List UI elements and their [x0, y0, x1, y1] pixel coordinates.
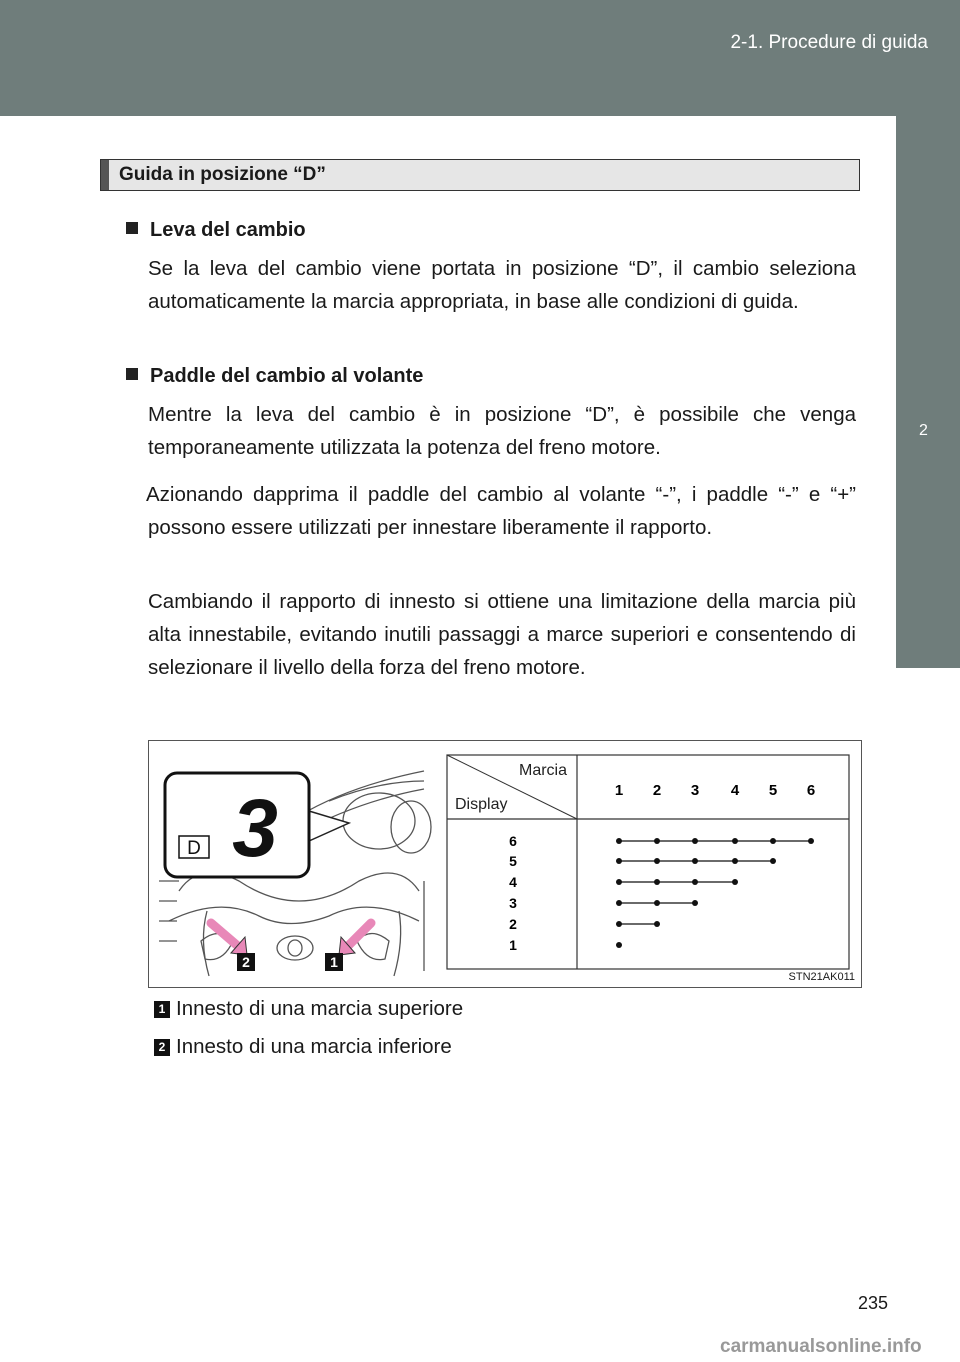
heading-marker	[101, 160, 109, 190]
gear-dot	[654, 858, 660, 864]
caption-text-upshift: Innesto di una marcia superiore	[176, 997, 464, 1020]
gear-dot	[616, 921, 622, 927]
gear-dot	[770, 838, 776, 844]
display-number: 6	[509, 833, 517, 849]
caption-badge-1: 1	[154, 1001, 170, 1018]
watermark: carmanualsonline.info	[720, 1336, 922, 1357]
display-number: 4	[509, 874, 517, 890]
gear-dot	[654, 879, 660, 885]
subsection-title-lever	[126, 219, 306, 242]
caption-text-downshift: Innesto di una marcia inferiore	[176, 1035, 452, 1058]
figure-illustration	[149, 741, 861, 987]
gear-display-digit: 3	[232, 783, 278, 874]
upshift-arrow-icon	[347, 923, 371, 947]
gear-dot	[770, 858, 776, 864]
gear-number: 6	[806, 782, 816, 799]
subsection-title-text: Paddle del cambio al volante	[150, 365, 424, 387]
page-number: 235	[857, 1293, 888, 1313]
paragraph-paddles: Mentre la leva del cambio è in posizione “D”, è possibile che venga temporaneamente utilizzata la potenza del freno motore.	[148, 403, 856, 459]
gear-dot	[692, 838, 698, 844]
gear-dot	[616, 900, 622, 906]
gear-dot	[616, 942, 622, 948]
downshift-badge-num: 2	[242, 954, 250, 970]
gear-dot	[616, 858, 622, 864]
gear-dot	[732, 838, 738, 844]
gear-dot	[732, 858, 738, 864]
gear-number: 3	[690, 782, 700, 799]
gear-number: 2	[652, 782, 662, 799]
subsection-title-text: Leva del cambio	[150, 219, 306, 241]
drive-mode-letter: D	[187, 838, 201, 859]
bullet-square-icon	[126, 368, 138, 380]
gear-dot	[732, 879, 738, 885]
gear-table-frame	[447, 755, 849, 969]
paragraph-paddle-usage: Azionando dapprima il paddle del cambio al volante “-”, i paddle “-” e “+” possono essere utilizzati per innestare liberamente il rapporto.	[146, 483, 856, 539]
gear-dot	[616, 838, 622, 844]
heading-text: Guida in posizione “D”	[119, 164, 326, 185]
paragraph-gear-limit: Cambiando il rapporto di innesto si ottiene una limitazione della marcia più alta innestabile, evitando inutili passaggi a marce superiori e consentendo di selezionare il livello della forza del freno motore.	[148, 590, 856, 679]
gear-number: 5	[768, 782, 778, 799]
gear-dot	[808, 838, 814, 844]
gear-dot	[692, 900, 698, 906]
display-number: 1	[509, 937, 517, 953]
caption-badge-2: 2	[154, 1039, 170, 1056]
page-header	[0, 0, 960, 116]
figure-code: STN21AK011	[788, 971, 855, 983]
gear-number: 1	[614, 782, 624, 799]
gear-number: 4	[730, 782, 740, 799]
gear-dot	[654, 900, 660, 906]
section-title: 2-1. Procedure di guida	[730, 32, 928, 53]
gear-column-header: Marcia	[518, 762, 567, 779]
display-number: 3	[509, 895, 517, 911]
caption-downshift	[154, 1035, 452, 1059]
gear-figure	[148, 740, 862, 988]
subsection-title-paddles	[126, 365, 423, 388]
gear-table	[447, 755, 849, 969]
side-tab-top	[896, 116, 960, 372]
paragraph-lever: Se la leva del cambio viene portata in posizione “D”, il cambio seleziona automaticamente la marcia appropriata, in base alle condizioni di guida.	[148, 257, 856, 313]
side-tab-chapter	[896, 372, 960, 668]
gear-dot	[654, 921, 660, 927]
chapter-title: Durante la guida	[866, 620, 885, 745]
bullet-square-icon	[126, 222, 138, 234]
chapter-number: 2	[919, 422, 928, 439]
display-number: 5	[509, 853, 517, 869]
gear-dot	[692, 879, 698, 885]
section-heading	[100, 159, 860, 191]
gear-dot	[616, 879, 622, 885]
gear-dot	[692, 858, 698, 864]
downshift-arrow-icon	[211, 923, 239, 947]
gear-dot	[654, 838, 660, 844]
display-number: 2	[509, 916, 517, 932]
upshift-badge-num: 1	[330, 954, 338, 970]
display-row-header: Display	[455, 796, 508, 813]
caption-upshift	[154, 997, 463, 1021]
